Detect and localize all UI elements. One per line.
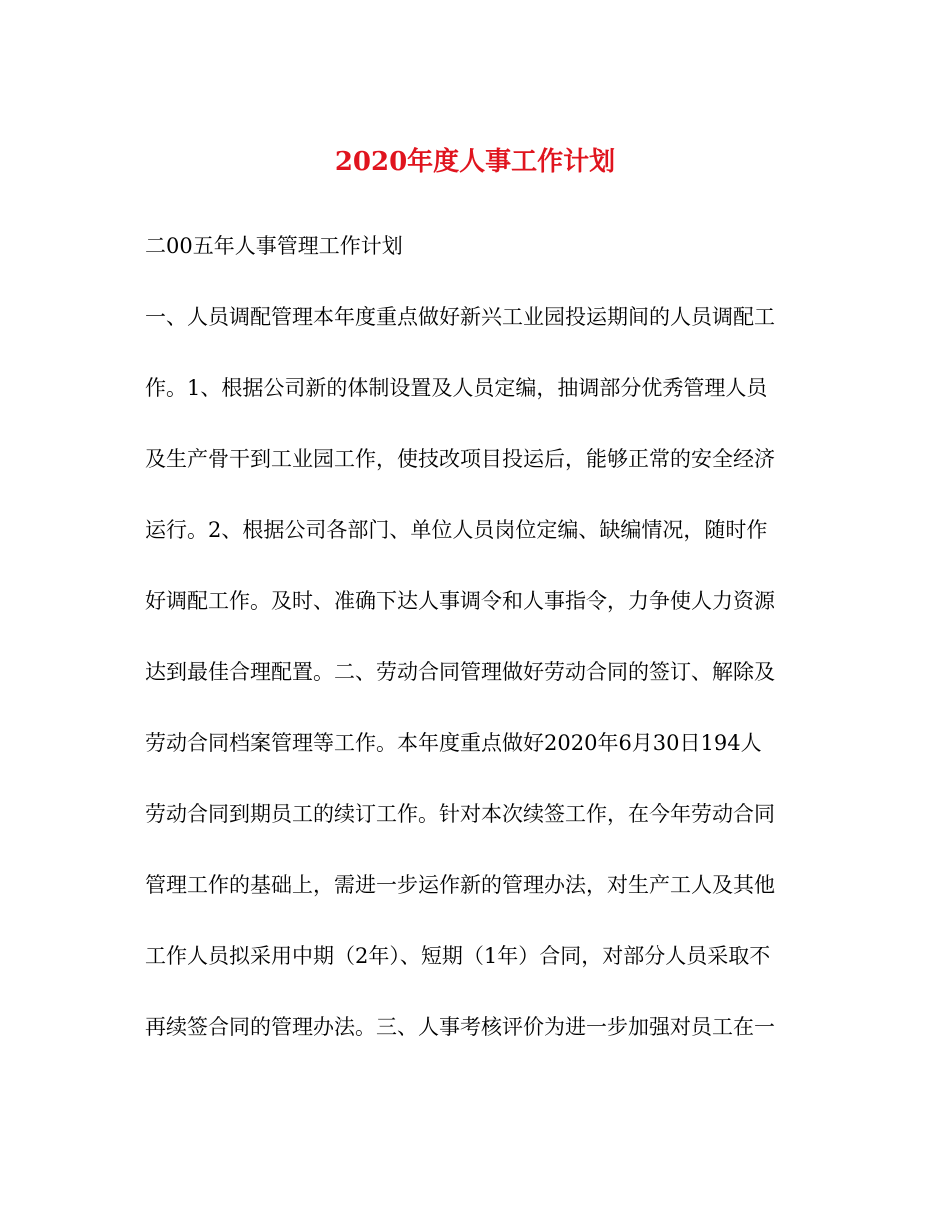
paragraph-line: 运行。2、根据公司各部门、单位人员岗位定编、缺编情况，随时作	[145, 518, 768, 542]
paragraph-line: 管理工作的基础上，需进一步运作新的管理办法，对生产工人及其他	[145, 873, 775, 897]
document-title: 2020年度人事工作计划	[334, 147, 616, 177]
paragraph-line: 达到最佳合理配置。二、劳动合同管理做好劳动合同的签订、解除及	[145, 660, 775, 684]
document-body	[145, 224, 815, 1076]
paragraph-line: 劳动合同到期员工的续订工作。针对本次续签工作，在今年劳动合同	[145, 802, 775, 826]
paragraph-line: 工作人员拟采用中期（2年）、短期（1年）合同，对部分人员采取不	[145, 944, 771, 968]
paragraph-line: 作。1、根据公司新的体制设置及人员定编，抽调部分优秀管理人员	[145, 376, 768, 400]
paragraph-line: 一、人员调配管理本年度重点做好新兴工业园投运期间的人员调配工	[145, 305, 775, 329]
paragraph-line: 劳动合同档案管理等工作。本年度重点做好2020年6月30日194人	[145, 731, 762, 755]
paragraph-line: 及生产骨干到工业园工作，使技改项目投运后，能够正常的安全经济	[145, 447, 775, 471]
paragraph-line: 再续签合同的管理办法。三、人事考核评价为进一步加强对员工在一	[145, 1015, 775, 1039]
paragraph-line: 二00五年人事管理工作计划	[145, 234, 403, 258]
paragraph-line: 好调配工作。及时、准确下达人事调令和人事指令，力争使人力资源	[145, 589, 775, 613]
